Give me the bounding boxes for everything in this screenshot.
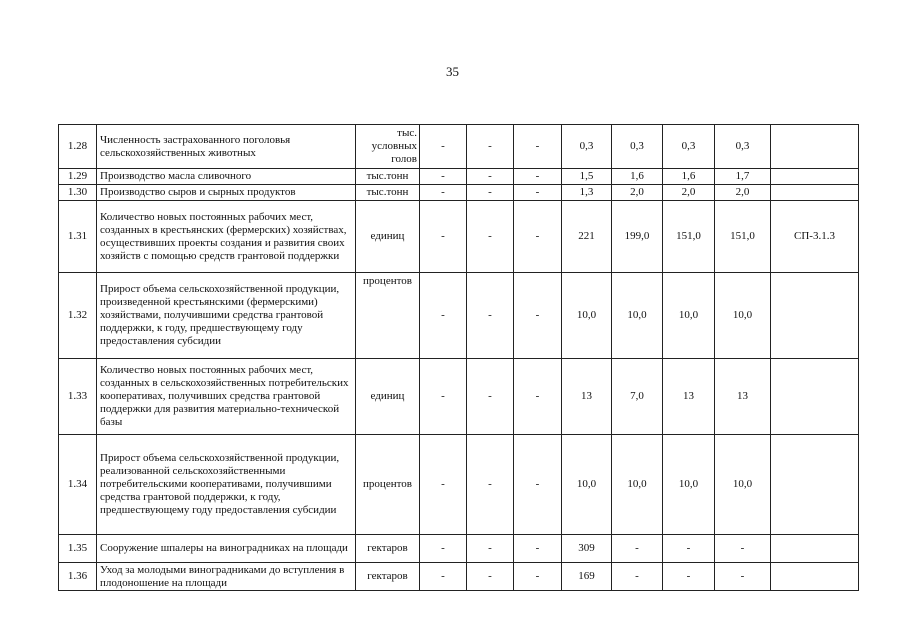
row-value-2: - [467,435,514,535]
row-value-5: 7,0 [612,359,663,435]
row-value-6: - [663,535,715,563]
row-value-4: 0,3 [562,125,612,169]
row-value-2: - [467,359,514,435]
row-number: 1.32 [59,273,97,359]
row-number: 1.36 [59,563,97,591]
indicators-table [58,124,859,591]
table-row [59,563,859,591]
row-reference [771,125,859,169]
row-value-6: - [663,563,715,591]
row-value-5: 2,0 [612,185,663,201]
row-value-5: 199,0 [612,201,663,273]
row-value-2: - [467,169,514,185]
row-value-3: - [514,125,562,169]
row-unit: гектаров [356,535,420,563]
row-description: Прирост объема сельскохозяйственной продукции, произведенной крестьянскими (фермерскими) хозяйствами, получившими средства грантовой поддержки, к году, предшествующему году предоставления субсидии [97,273,356,359]
row-reference [771,359,859,435]
row-description: Производство сыров и сырных продуктов [97,185,356,201]
row-value-6: 2,0 [663,185,715,201]
table-row [59,273,859,359]
row-value-6: 0,3 [663,125,715,169]
table-row [59,169,859,185]
table-row [59,435,859,535]
row-number: 1.29 [59,169,97,185]
row-reference [771,563,859,591]
table-row [59,125,859,169]
row-value-4: 1,3 [562,185,612,201]
row-value-6: 10,0 [663,435,715,535]
row-value-2: - [467,273,514,359]
row-description: Прирост объема сельскохозяйственной продукции, реализованной сельскохозяйственными потребительскими кооперативами, получившими средства грантовой поддержки, к году, предшествующему году предоставления субсидии [97,435,356,535]
row-value-3: - [514,535,562,563]
row-value-1: - [420,535,467,563]
row-number: 1.34 [59,435,97,535]
row-value-7: 2,0 [715,185,771,201]
row-value-4: 13 [562,359,612,435]
row-value-7: - [715,535,771,563]
row-value-3: - [514,169,562,185]
row-value-6: 13 [663,359,715,435]
row-value-5: - [612,535,663,563]
row-value-4: 10,0 [562,273,612,359]
row-value-7: 10,0 [715,435,771,535]
row-value-5: - [612,563,663,591]
row-value-7: 1,7 [715,169,771,185]
row-value-2: - [467,125,514,169]
row-number: 1.30 [59,185,97,201]
table-row [59,201,859,273]
row-value-3: - [514,563,562,591]
row-value-1: - [420,359,467,435]
row-value-1: - [420,185,467,201]
row-value-7: 10,0 [715,273,771,359]
row-unit: гектаров [356,563,420,591]
row-value-5: 0,3 [612,125,663,169]
row-unit: единиц [356,359,420,435]
row-reference [771,435,859,535]
row-description: Уход за молодыми виноградниками до вступления в плодоношение на площади [97,563,356,591]
row-unit: тыс.тонн [356,169,420,185]
row-unit: единиц [356,201,420,273]
row-value-2: - [467,201,514,273]
row-value-3: - [514,185,562,201]
row-value-1: - [420,435,467,535]
row-value-2: - [467,535,514,563]
row-unit: процентов [356,435,420,535]
row-value-1: - [420,273,467,359]
row-reference [771,535,859,563]
row-value-2: - [467,185,514,201]
row-unit: тыс.тонн [356,185,420,201]
row-value-7: 0,3 [715,125,771,169]
row-value-2: - [467,563,514,591]
row-value-4: 1,5 [562,169,612,185]
row-description: Производство масла сливочного [97,169,356,185]
row-description: Количество новых постоянных рабочих мест, созданных в сельскохозяйственных потребительских кооперативах, получивших средства грантовой поддержки для развития материально-технической базы [97,359,356,435]
row-value-5: 10,0 [612,273,663,359]
row-description: Сооружение шпалеры на виноградниках на площади [97,535,356,563]
row-number: 1.31 [59,201,97,273]
row-value-6: 151,0 [663,201,715,273]
row-value-7: 151,0 [715,201,771,273]
row-value-3: - [514,273,562,359]
row-unit: процентов [356,273,420,359]
row-value-1: - [420,563,467,591]
row-value-3: - [514,201,562,273]
row-reference [771,273,859,359]
row-value-4: 10,0 [562,435,612,535]
row-value-7: 13 [715,359,771,435]
table-row [59,359,859,435]
row-value-1: - [420,169,467,185]
row-value-4: 221 [562,201,612,273]
row-value-6: 1,6 [663,169,715,185]
row-number: 1.35 [59,535,97,563]
row-value-3: - [514,435,562,535]
row-reference [771,169,859,185]
row-value-5: 10,0 [612,435,663,535]
row-value-4: 309 [562,535,612,563]
row-unit: тыс. условных голов [356,125,420,169]
row-number: 1.33 [59,359,97,435]
row-reference [771,185,859,201]
row-value-7: - [715,563,771,591]
row-number: 1.28 [59,125,97,169]
row-reference: СП-3.1.3 [771,201,859,273]
row-value-1: - [420,201,467,273]
row-description: Количество новых постоянных рабочих мест, созданных в крестьянских (фермерских) хозяйствах, осуществивших проекты создания и развития своих хозяйств с помощью средств грантовой поддержки [97,201,356,273]
table-row [59,535,859,563]
row-value-3: - [514,359,562,435]
row-value-4: 169 [562,563,612,591]
row-value-5: 1,6 [612,169,663,185]
table-row [59,185,859,201]
row-description: Численность застрахованного поголовья сельскохозяйственных животных [97,125,356,169]
row-value-1: - [420,125,467,169]
page-number: 35 [446,64,459,79]
row-value-6: 10,0 [663,273,715,359]
